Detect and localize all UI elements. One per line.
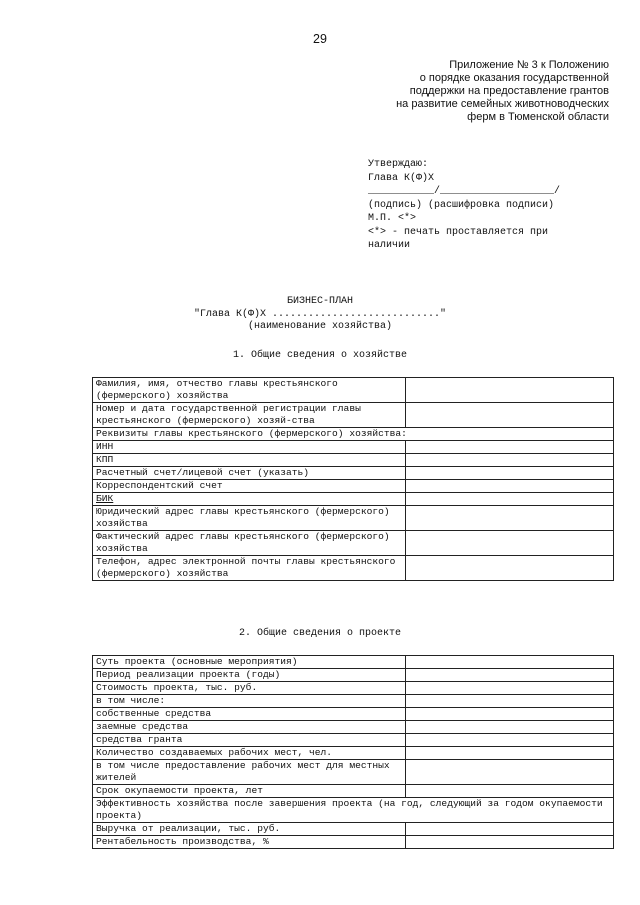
table-row — [93, 836, 614, 849]
row-value-field[interactable] — [406, 823, 614, 836]
row-label: в том числе предоставление рабочих мест для местных жителей — [93, 760, 406, 785]
row-label: БИК — [93, 493, 406, 506]
row-label: Фамилия, имя, отчество главы крестьянского (фермерского) хозяйства — [93, 378, 406, 403]
row-label: Срок окупаемости проекта, лет — [93, 785, 406, 798]
row-value-field[interactable] — [406, 467, 614, 480]
table-row — [93, 467, 614, 480]
table-row — [93, 378, 614, 403]
table-row — [93, 403, 614, 428]
table-row — [93, 798, 614, 823]
row-value-field[interactable] — [406, 403, 614, 428]
row-label: заемные средства — [93, 721, 406, 734]
row-value-field[interactable] — [406, 760, 614, 785]
table-row — [93, 441, 614, 454]
seal-placeholder: М.П. <*> — [368, 213, 417, 224]
row-value-field[interactable] — [406, 378, 614, 403]
row-label: Номер и дата государственной регистрации главы крестьянского (фермерского) хозяй-ства — [93, 403, 406, 428]
row-value-field[interactable] — [406, 506, 614, 531]
row-value-field[interactable] — [406, 454, 614, 467]
page-number: 29 — [313, 32, 327, 46]
row-label: Выручка от реализации, тыс. руб. — [93, 823, 406, 836]
seal-note: <*> - печать проставляется при — [368, 226, 549, 238]
table-row — [93, 760, 614, 785]
row-value-field[interactable] — [406, 656, 614, 669]
table-row — [93, 682, 614, 695]
row-value-field[interactable] — [406, 721, 614, 734]
appendix-note — [309, 59, 609, 124]
plan-subtitle: (наименование хозяйства) — [247, 321, 393, 332]
row-value-field[interactable] — [406, 734, 614, 747]
row-value-field[interactable] — [406, 669, 614, 682]
table-row — [93, 823, 614, 836]
row-label: в том числе: — [93, 695, 406, 708]
row-value-field[interactable] — [406, 556, 614, 581]
table-row — [93, 669, 614, 682]
table-row — [93, 493, 614, 506]
row-value-field[interactable] — [406, 493, 614, 506]
table-row — [93, 428, 614, 441]
table-row — [93, 708, 614, 721]
row-label: Количество создаваемых рабочих мест, чел. — [93, 747, 406, 760]
row-value-field[interactable] — [406, 747, 614, 760]
row-value-field[interactable] — [406, 682, 614, 695]
table-row — [93, 785, 614, 798]
row-label: собственные средства — [93, 708, 406, 721]
appendix-line: поддержки на предоставление грантов — [409, 85, 609, 97]
row-label: Фактический адрес главы крестьянского (фермерского) хозяйства — [93, 531, 406, 556]
section1-title: 1. Общие сведения о хозяйстве — [232, 350, 408, 361]
table-row — [93, 695, 614, 708]
signature-caption: (подпись) (расшифровка подписи) — [368, 199, 555, 211]
table-row — [93, 556, 614, 581]
seal-note-continued: наличии — [368, 240, 411, 251]
approval-position: Глава К(Ф)Х — [368, 172, 435, 184]
approval-block — [368, 158, 618, 253]
row-value-field[interactable] — [406, 836, 614, 849]
project-info-table — [92, 655, 614, 849]
section2-title: 2. Общие сведения о проекте — [238, 628, 402, 639]
table-row — [93, 454, 614, 467]
table-row — [93, 747, 614, 760]
table-row — [93, 734, 614, 747]
plan-title-block — [0, 296, 640, 334]
appendix-line: о порядке оказания государственной — [419, 72, 609, 84]
farm-info-table — [92, 377, 614, 581]
row-label: Телефон, адрес электронной почты главы крестьянского (фермерского) хозяйства — [93, 556, 406, 581]
approval-heading: Утверждаю: — [368, 159, 429, 170]
row-value-field[interactable] — [406, 531, 614, 556]
row-label: КПП — [93, 454, 406, 467]
row-label: Период реализации проекта (годы) — [93, 669, 406, 682]
table-row — [93, 506, 614, 531]
row-label: Расчетный счет/лицевой счет (указать) — [93, 467, 406, 480]
table-row — [93, 480, 614, 493]
row-label: Суть проекта (основные мероприятия) — [93, 656, 406, 669]
row-label: Стоимость проекта, тыс. руб. — [93, 682, 406, 695]
row-label: Юридический адрес главы крестьянского (фермерского) хозяйства — [93, 506, 406, 531]
appendix-line: на развитие семейных животноводческих — [396, 98, 609, 110]
row-label: средства гранта — [93, 734, 406, 747]
table-row — [93, 656, 614, 669]
row-value-field[interactable] — [406, 441, 614, 454]
row-label: Эффективность хозяйства после завершения проекта (на год, следующий за годом окупаемости проекта) — [93, 798, 614, 823]
table-row — [93, 721, 614, 734]
signature-line: ___________/___________________/ — [368, 186, 561, 197]
plan-title: БИЗНЕС-ПЛАН — [286, 296, 353, 307]
row-value-field[interactable] — [406, 695, 614, 708]
row-value-field[interactable] — [406, 708, 614, 721]
row-label: Реквизиты главы крестьянского (фермерского) хозяйства: — [93, 428, 614, 441]
appendix-line: ферм в Тюменской области — [467, 111, 609, 123]
row-value-field[interactable] — [406, 785, 614, 798]
plan-head-line: "Глава К(Ф)Х ............................" — [193, 308, 447, 320]
row-label: Корреспондентский счет — [93, 480, 406, 493]
row-value-field[interactable] — [406, 480, 614, 493]
row-label: ИНН — [93, 441, 406, 454]
table-row — [93, 531, 614, 556]
appendix-line: Приложение № 3 к Положению — [449, 59, 609, 71]
row-label: Рентабельность производства, % — [93, 836, 406, 849]
